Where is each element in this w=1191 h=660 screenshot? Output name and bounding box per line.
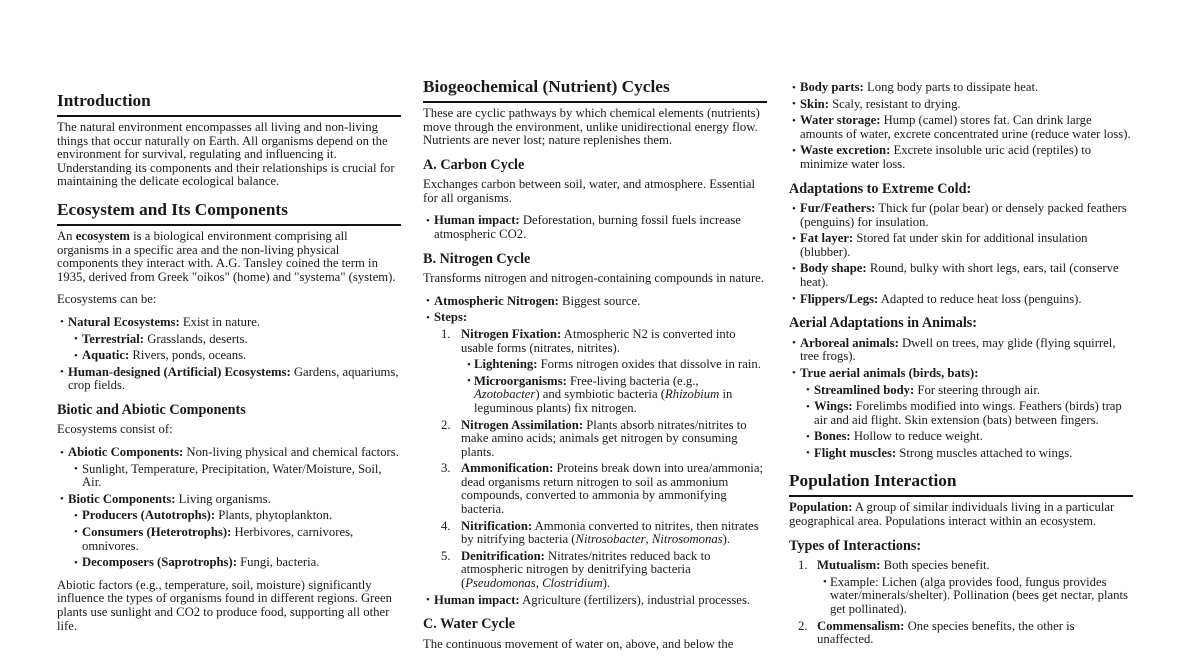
heading-biotic-abiotic: Biotic and Abiotic Components [57,401,246,418]
list-item-text: Nitrification: Ammonia converted to nitrites, then nitrates by nitrifying bacteria (Nitrosobacter, Nitrosomonas). [461,518,759,547]
list-item-text: Commensalism: One species benefits, the other is unaffected. [817,618,1075,647]
list-item [82,509,401,523]
list-item [800,98,1133,112]
list-item-text: Sunlight, Temperature, Precipitation, Water/Moisture, Soil, Air. [82,461,382,490]
list-item [461,550,767,591]
heading-ecosystem-components: Ecosystem and Its Components [57,201,401,226]
list-item-text: Nitrogen Assimilation: Plants absorb nitrates/nitrites to make amino acids; animals get nitrogen by consuming plants. [461,417,747,459]
list-item-text: Steps: [434,310,468,325]
heading-water-cycle: C. Water Cycle [423,616,516,633]
paragraph-water-cycle: The continuous movement of water on, above, and below the [423,636,734,651]
list-item [800,262,1133,289]
list-item-text: Skin: Scaly, resistant to drying. [800,96,961,111]
cold-adaptations-list [789,202,1133,306]
list-item [434,311,767,590]
list-item [82,556,401,570]
paragraph-natural-environment: The natural environment encompasses all living and non-living things that occur naturally on Earth. All organisms depend on the environment for survival, regulating and influencing it. Understanding its components and their relationships is crucial for maintaining the delicate ecological balance. [57,120,395,189]
list-item [800,337,1133,364]
list-item-text: Mutualism: Both species benefit. [817,558,990,573]
list-item-text: Aquatic: Rivers, ponds, oceans. [82,348,247,363]
list-item-text: Fat layer: Stored fat under skin for additional insulation (blubber). [800,231,1088,259]
list-item-text: Body shape: Round, bulky with short legs, ears, tail (conserve heat). [800,261,1119,290]
list-item [800,81,1133,95]
list-item-text: Arboreal animals: Dwell on trees, may glide (flying squirrel, tree frogs). [800,335,1116,364]
nitrogen-steps-list [434,328,767,591]
list-item-text: Nitrogen Fixation: Atmospheric N2 is converted into usable forms (nitrates, nitrites). [461,326,736,355]
heading-aerial-adaptations: Aerial Adaptations in Animals: [789,315,978,332]
list-item [68,493,401,570]
heading-population-interaction: Population Interaction [789,472,1133,497]
list-item [434,295,767,309]
list-item-text: Consumers (Heterotrophs): Herbivores, carnivores, omnivores. [82,524,354,553]
abiotic-sublist [68,463,401,490]
list-item [82,333,401,347]
list-item [461,419,767,460]
fixation-sublist [461,358,767,415]
list-item [800,114,1133,141]
paragraph-ecosystem-definition: An ecosystem is a biological environment comprising all organisms in a specific area and the non-living physical components they interact with. A.G. Tansley coined the term in 1935, derived from Greek "oikos" (home) and "systema" (system). [57,228,396,284]
paragraph-cycles-intro: These are cyclic pathways by which chemical elements (nutrients) move through the environment, unlike unidirectional energy flow. Nutrients are never lost; nature replenishes them. [423,106,760,148]
list-item [82,349,401,363]
list-item [814,447,1133,461]
paragraph-carbon-cycle: Exchanges carbon between soil, water, and atmosphere. Essential for all organisms. [423,177,756,205]
list-item [814,384,1133,398]
heading-extreme-cold: Adaptations to Extreme Cold: [789,180,972,197]
document-page [57,78,1133,660]
list-item [814,400,1133,427]
list-item-text: Terrestrial: Grasslands, deserts. [82,331,248,346]
list-item-text: Biotic Components: Living organisms. [68,491,271,506]
list-item [461,462,767,516]
list-item [474,358,767,372]
list-item [817,559,1133,616]
mutualism-sublist [817,576,1133,617]
natural-ecosystems-sublist [68,333,401,363]
list-item [461,328,767,416]
ecosystem-types-list [57,316,401,393]
list-item-text: Human impact: Agriculture (fertilizers), industrial processes. [434,592,751,607]
list-item [434,594,767,608]
components-list [57,446,401,570]
list-item-text: Bones: Hollow to reduce weight. [814,429,983,444]
paragraph-ecosystems-can-be: Ecosystems can be: [57,292,157,307]
list-item [800,293,1133,307]
heading-carbon-cycle: A. Carbon Cycle [423,156,525,173]
list-item-text: True aerial animals (birds, bats): [800,365,979,380]
list-item-text: Microorganisms: Free-living bacteria (e.g., Azotobacter) and symbiotic bacteria (Rhizobium in leguminous plants) fix nitrogen. [474,373,733,415]
list-item-text: Producers (Autotrophs): Plants, phytoplankton. [82,508,333,523]
heading-nitrogen-cycle: B. Nitrogen Cycle [423,250,531,267]
list-item [830,576,1133,617]
list-item-text: Water storage: Hump (camel) stores fat. Can drink large amounts of water, excrete concentrated urine (reduce water loss). [800,113,1131,141]
true-aerial-sublist [800,384,1133,461]
list-item [800,202,1133,229]
list-item [474,375,767,416]
heat-adaptations-list [789,81,1133,172]
list-item-text: Denitrification: Nitrates/nitrites reduced back to atmospheric nitrogen by denitrifying bacteria (Pseudomonas, Clostridium). [461,548,711,591]
list-item-text: Ammonification: Proteins break down into urea/ammonia; dead organisms return nitrogen to soil as ammonium compounds, converted to ammonia by ammonifying bacteria. [461,461,763,517]
biotic-sublist [68,509,401,569]
list-item-text: Example: Lichen (alga provides food, fungus provides water/minerals/shelter). Pollination (bees get nectar, plants get pollinated). [830,574,1128,616]
paragraph-ecosystems-consist: Ecosystems consist of: [57,422,173,437]
list-item-text: Streamlined body: For steering through air. [814,382,1041,397]
list-item-text: Abiotic Components: Non-living physical and chemical factors. [68,445,399,459]
list-item-text: Body parts: Long body parts to dissipate heat. [800,80,1039,94]
paragraph-abiotic-factors-note: Abiotic factors (e.g., temperature, soil, moisture) significantly influence the types of organisms found in different regions. Green plants use sunlight and CO2 to produce food, supporting all other life. [57,577,392,633]
list-item [461,520,767,547]
carbon-cycle-list [423,214,767,241]
heading-introduction: Introduction [57,92,401,117]
list-item-text: Waste excretion: Excrete insoluble uric acid (reptiles) to minimize water loss. [800,143,1092,171]
list-item-text: Wings: Forelimbs modified into wings. Feathers (birds) trap air and aid flight. Skin extension (bats) between fingers. [814,399,1122,427]
list-item [800,367,1133,461]
list-item-text: Decomposers (Saprotrophs): Fungi, bacteria. [82,555,320,570]
list-item-text: Natural Ecosystems: Exist in nature. [68,314,261,329]
list-item [800,232,1133,259]
list-item-text: Human-designed (Artificial) Ecosystems: Gardens, aquariums, crop fields. [68,364,399,393]
aerial-adaptations-list [789,337,1133,461]
document-column-1 [57,78,401,660]
list-item [814,430,1133,444]
paragraph-nitrogen-cycle: Transforms nitrogen and nitrogen-containing compounds in nature. [423,271,764,286]
document-column-2 [423,78,767,660]
list-item-text: Atmospheric Nitrogen: Biggest source. [434,293,641,308]
list-item [68,316,401,363]
document-column-3 [789,78,1133,660]
list-item-text: Human impact: Deforestation, burning fossil fuels increase atmospheric CO2. [434,213,741,242]
list-item-text: Lightening: Forms nitrogen oxides that dissolve in rain. [474,357,761,372]
interactions-list [789,559,1133,647]
nitrogen-cycle-list [423,295,767,607]
paragraph-population-definition: Population: A group of similar individuals living in a particular geographical area. Populations interact within an ecosystem. [789,500,1115,529]
list-item [82,463,401,490]
list-item [82,526,401,553]
list-item [817,620,1133,647]
list-item-text: Flippers/Legs: Adapted to reduce heat loss (penguins). [800,291,1082,306]
heading-types-of-interactions: Types of Interactions: [789,537,922,554]
list-item-text: Flight muscles: Strong muscles attached to wings. [814,445,1073,460]
list-item [68,366,401,393]
list-item [434,214,767,241]
list-item [68,446,401,490]
heading-biogeochemical-cycles: Biogeochemical (Nutrient) Cycles [423,78,767,103]
list-item [800,144,1133,171]
list-item-text: Fur/Feathers: Thick fur (polar bear) or densely packed feathers (penguins) for insulation. [800,201,1127,229]
